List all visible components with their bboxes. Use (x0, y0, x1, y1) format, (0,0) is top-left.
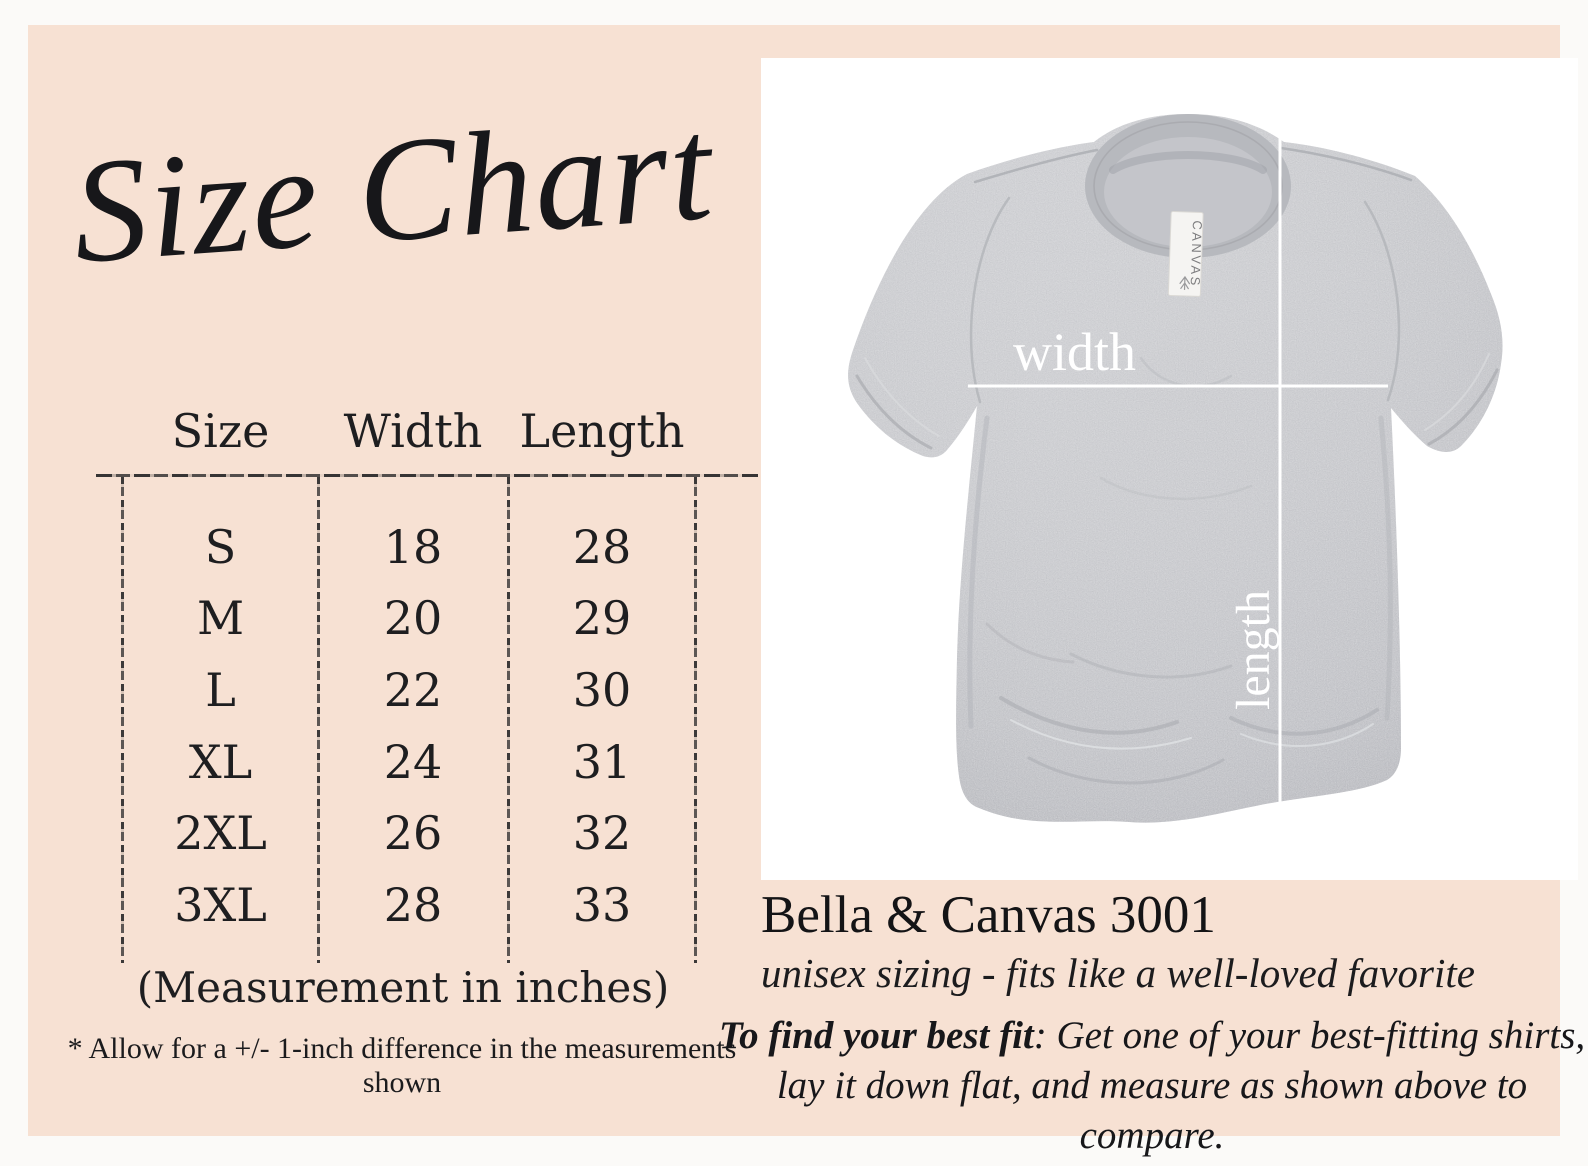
peach-background (28, 25, 1586, 1157)
fit-tip-line2: lay it down flat, and measure as shown above to compare. (776, 1064, 1528, 1157)
tshirt-illustration (761, 58, 1578, 880)
table-row (123, 869, 696, 941)
fit-tip-rest: : Get one of your best-fitting shirts, (1033, 1014, 1586, 1057)
size-table-body (123, 477, 696, 963)
width-cell: 24 (383, 734, 443, 789)
size-cell: M (196, 591, 245, 646)
table-row (123, 654, 696, 726)
tshirt-photo (761, 58, 1578, 880)
length-cell: 31 (572, 734, 632, 789)
neck-tag (1168, 211, 1205, 296)
width-cell: 20 (383, 591, 443, 646)
width-label: width (1013, 322, 1137, 382)
tag-brand-text: CANVAS (1187, 220, 1205, 289)
width-cell: 28 (383, 877, 443, 932)
header-width: Width (343, 404, 483, 458)
size-cell: 3XL (174, 877, 267, 932)
length-label: length (1227, 590, 1280, 710)
table-vertical-line (317, 477, 320, 963)
size-cell: S (204, 519, 237, 574)
size-cell: XL (188, 734, 253, 789)
table-vertical-line (694, 477, 697, 963)
size-cell: L (205, 662, 236, 717)
length-cell: 28 (572, 519, 632, 574)
length-cell: 33 (572, 877, 632, 932)
table-row (123, 797, 696, 869)
length-cell: 32 (572, 806, 632, 861)
size-table-header-row (123, 391, 696, 471)
table-row (123, 583, 696, 655)
page-title: Size Chart (67, 86, 719, 295)
table-vertical-line (121, 477, 124, 963)
tolerance-disclaimer: * Allow for a +/- 1-inch difference in the measurements shown (67, 1032, 737, 1099)
header-size: Size (171, 404, 270, 458)
product-name: Bella & Canvas 3001 (761, 886, 1216, 944)
length-cell: 29 (572, 591, 632, 646)
header-length: Length (519, 404, 685, 458)
width-cell: 26 (383, 806, 443, 861)
width-cell: 18 (383, 519, 443, 574)
width-cell: 22 (383, 662, 443, 717)
table-vertical-line (507, 477, 510, 963)
fit-tip-lead: To find your best fit (718, 1014, 1034, 1057)
measurement-units-note: (Measurement in inches) (136, 963, 670, 1012)
table-row (123, 726, 696, 798)
size-cell: 2XL (174, 806, 267, 861)
length-cell: 30 (572, 662, 632, 717)
product-info (761, 885, 1581, 997)
fit-tip (716, 1011, 1588, 1161)
product-tagline: unisex sizing - fits like a well-loved favorite (761, 950, 1475, 996)
size-table (96, 391, 758, 963)
table-row (123, 511, 696, 583)
